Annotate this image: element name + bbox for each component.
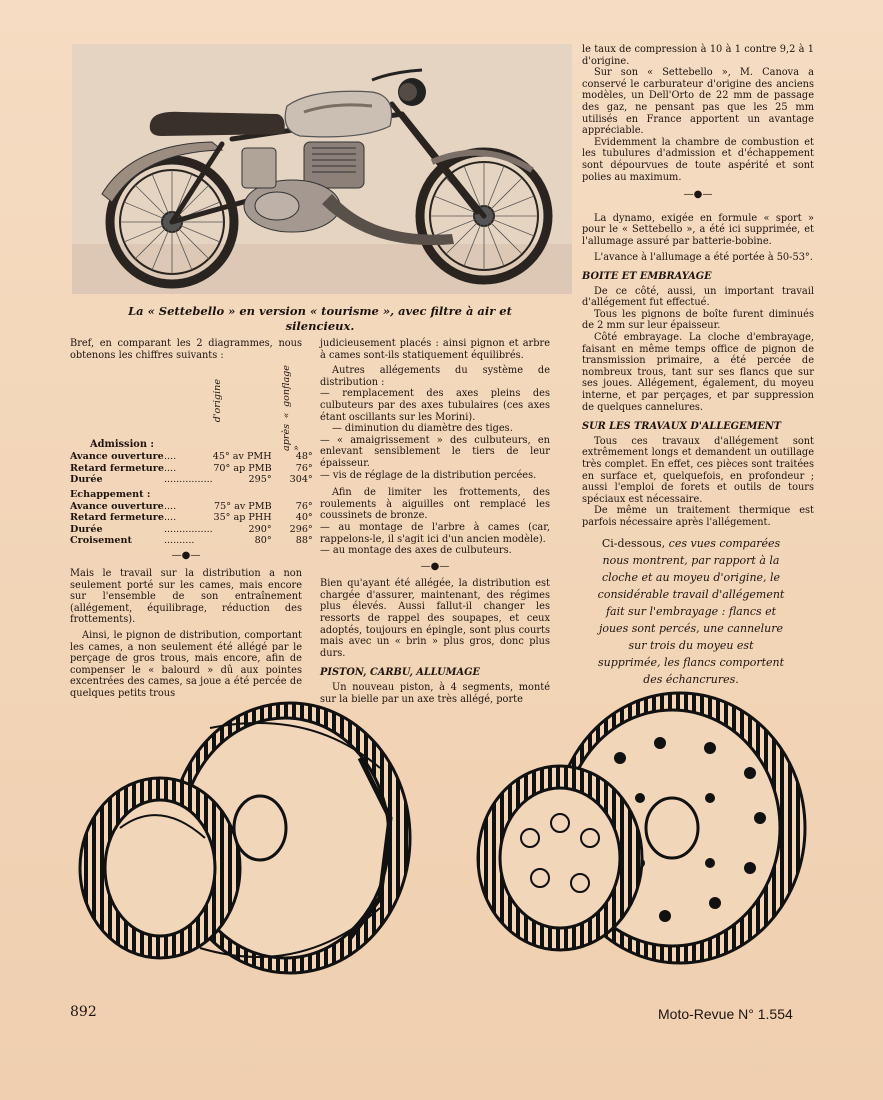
original-clutch-drawing <box>80 703 410 973</box>
col3-para-3: Evidemment la chambre de combustion et les tubulures d'admission et d'échappement sont dépourvues de toute aspérité et sont polies au maximum. <box>582 136 814 183</box>
col2-list-6: — au montage des axes de culbuteurs. <box>320 545 512 557</box>
col3-para-8: Côté embrayage. La cloche d'embrayage, faisant en même temps office de pignon de transmission primaire, a été percée de nombreux trous, tant sur ses flancs que sur ses joues. Allégement, également, du moyeu interne, et par perçages, et par suppression de quelques cannelures. <box>582 332 814 413</box>
gears-caption-lead: Ci-dessous, <box>601 537 669 550</box>
col3-para-6: De ce côté, aussi, un important travail d'allégement fut effectué. <box>582 285 814 309</box>
col3-para-7: Tous les pignons de boîte furent diminués de 2 mm sur leur épaisseur. <box>582 308 814 332</box>
col3-para-10: De même un traitement thermique est parfois nécessaire après l'allégement. <box>582 505 814 528</box>
col3-para-4: La dynamo, exigée en formule « sport » pour le « Settebello », a été ici supprimée, et l'allumage assuré par batterie-bobine. <box>582 212 814 247</box>
table-row: Avance ouverture .... 45° av PMH 48° <box>70 451 313 463</box>
admission-rows <box>70 451 313 485</box>
table-row: Retard fermeture .... 35° ap PHH 40° <box>70 512 313 524</box>
col1-para-2: Ainsi, le pignon de distribution, comportant les cames, a non seulement été allégé par le perçage de gros trous, mais encore, afin de compenser le « balourd » dû aux pointes excentrées des cames, sa joue a été percée de quelques petits trous <box>70 630 302 699</box>
table-row: Avance ouverture .... 75° av PMB 76° <box>70 500 313 512</box>
column-3 <box>582 44 814 533</box>
echap-label: Echappement : <box>70 489 151 501</box>
clutch-illustrations <box>60 688 820 988</box>
section-heading-piston: PISTON, CARBU, ALLUMAGE <box>320 667 480 679</box>
col2-list-5: — au montage de l'arbre à cames (car, rappelons-le, il s'agit ici d'un ancien modèle). <box>320 521 550 545</box>
page-number: 892 <box>70 1004 97 1020</box>
table-row: Croisement .......... 80° 88° <box>70 535 313 547</box>
header-after: après « gonflage » <box>281 365 302 452</box>
table-row: Durée ................ 290° 296° <box>70 523 313 535</box>
gears-caption-text: ces vues comparées nous montrent, par rapport à la cloche et au moyeu d'origine, le considérable travail d'allégement fait sur l'embrayage : flancs et joues sont percés, une cannelure sur trois du moyeu est supprimée, les flancs comportent des échancrures. <box>597 537 785 686</box>
motorcycle-illustration <box>72 44 572 294</box>
col2-list-2: — diminution du diamètre des tiges. <box>332 423 513 435</box>
magazine-issue: Moto-Revue N° 1.554 <box>658 1006 793 1022</box>
table-row: Retard fermeture .... 70° ap PMB 76° <box>70 462 313 474</box>
section-divider: —●— <box>171 550 201 562</box>
col2-para-2: Autres allégements du système de distribution : <box>320 365 550 388</box>
col3-para-1: le taux de compression à 10 à 1 contre 9,2 à 1 d'origine. <box>582 44 814 67</box>
col1-intro: Bref, en comparant les 2 diagrammes, nous obtenons les chiffres suivants : <box>70 338 302 361</box>
column-1 <box>70 338 313 704</box>
col3-para-9: Tous ces travaux d'allégement sont extrêmement longs et demandent un outillage très complet. En effet, ces pièces sont traitées en surface et, quelquefois, en profondeur ; aussi l'emploi de forets et outils de tours spéciaux est nécessaire. <box>582 435 814 505</box>
gears-caption <box>596 535 786 688</box>
col3-para-5: L'avance à l'allumage a été portée à 50-53°. <box>594 251 813 263</box>
col2-para-1: judicieusement placés : ainsi pignon et arbre à cames sont-ils statiquement équilibrés. <box>320 338 550 361</box>
table-header <box>70 365 302 451</box>
col2-list-3: — « amaigrissement » des culbuteurs, en enlevant sensiblement le tiers de leur épaisseur. <box>320 434 550 469</box>
table-row: Durée ................ 295° 304° <box>70 474 313 485</box>
photo-caption: La « Settebello » en version « tourisme », avec filtre à air et silencieux. <box>128 304 512 333</box>
clutch-drawings <box>60 688 820 988</box>
header-origin: d'origine <box>212 379 223 423</box>
section-divider: —●— <box>683 189 713 201</box>
motorcycle-photo <box>72 44 572 294</box>
col2-list-4: — vis de réglage de la distribution percées. <box>320 469 537 481</box>
section-heading-boite: BOITE ET EMBRAYAGE <box>582 271 712 283</box>
col2-para-3: Afin de limiter les frottements, des roulements à aiguilles ont remplacé les coussinets de bronze. <box>320 487 550 522</box>
col1-para-1: Mais le travail sur la distribution a non seulement porté sur les cames, mais encore sur l'ensemble de son entraînement (allégement, équilibrage, réduction des frottements). <box>70 568 302 626</box>
col2-list-1: — remplacement des axes pleins des culbuteurs par des axes tubulaires (ces axes étant oscillants sur les Morini). <box>320 388 550 423</box>
col2-para-4: Bien qu'ayant été allégée, la distribution est chargée d'assurer, maintenant, des régimes plus élevés. Aussi fallut-il changer les ressorts de rappel des soupapes, et ceux adoptés, toujours en épingle, sont plus courts mais avec un « brin » plus gros, donc plus durs. <box>320 578 550 659</box>
column-2 <box>320 338 550 709</box>
lightened-clutch-drawing <box>478 693 805 963</box>
timing-table <box>70 451 313 546</box>
section-heading-allegement: SUR LES TRAVAUX D'ALLEGEMENT <box>582 421 782 433</box>
col3-para-2: Sur son « Settebello », M. Canova a conservé le carburateur d'origine des anciens modèles, un Dell'Orto de 22 mm de passage des gaz, ne pensant pas que les 25 mm utilisés en France apportent un avantage appréciable. <box>582 67 814 137</box>
echap-rows <box>70 501 313 535</box>
col2-para-5: Un nouveau piston, à 4 segments, monté sur la bielle par un axe très allégé, porte <box>320 682 550 705</box>
admission-label: Admission : <box>90 439 154 451</box>
section-divider: —●— <box>420 560 450 572</box>
